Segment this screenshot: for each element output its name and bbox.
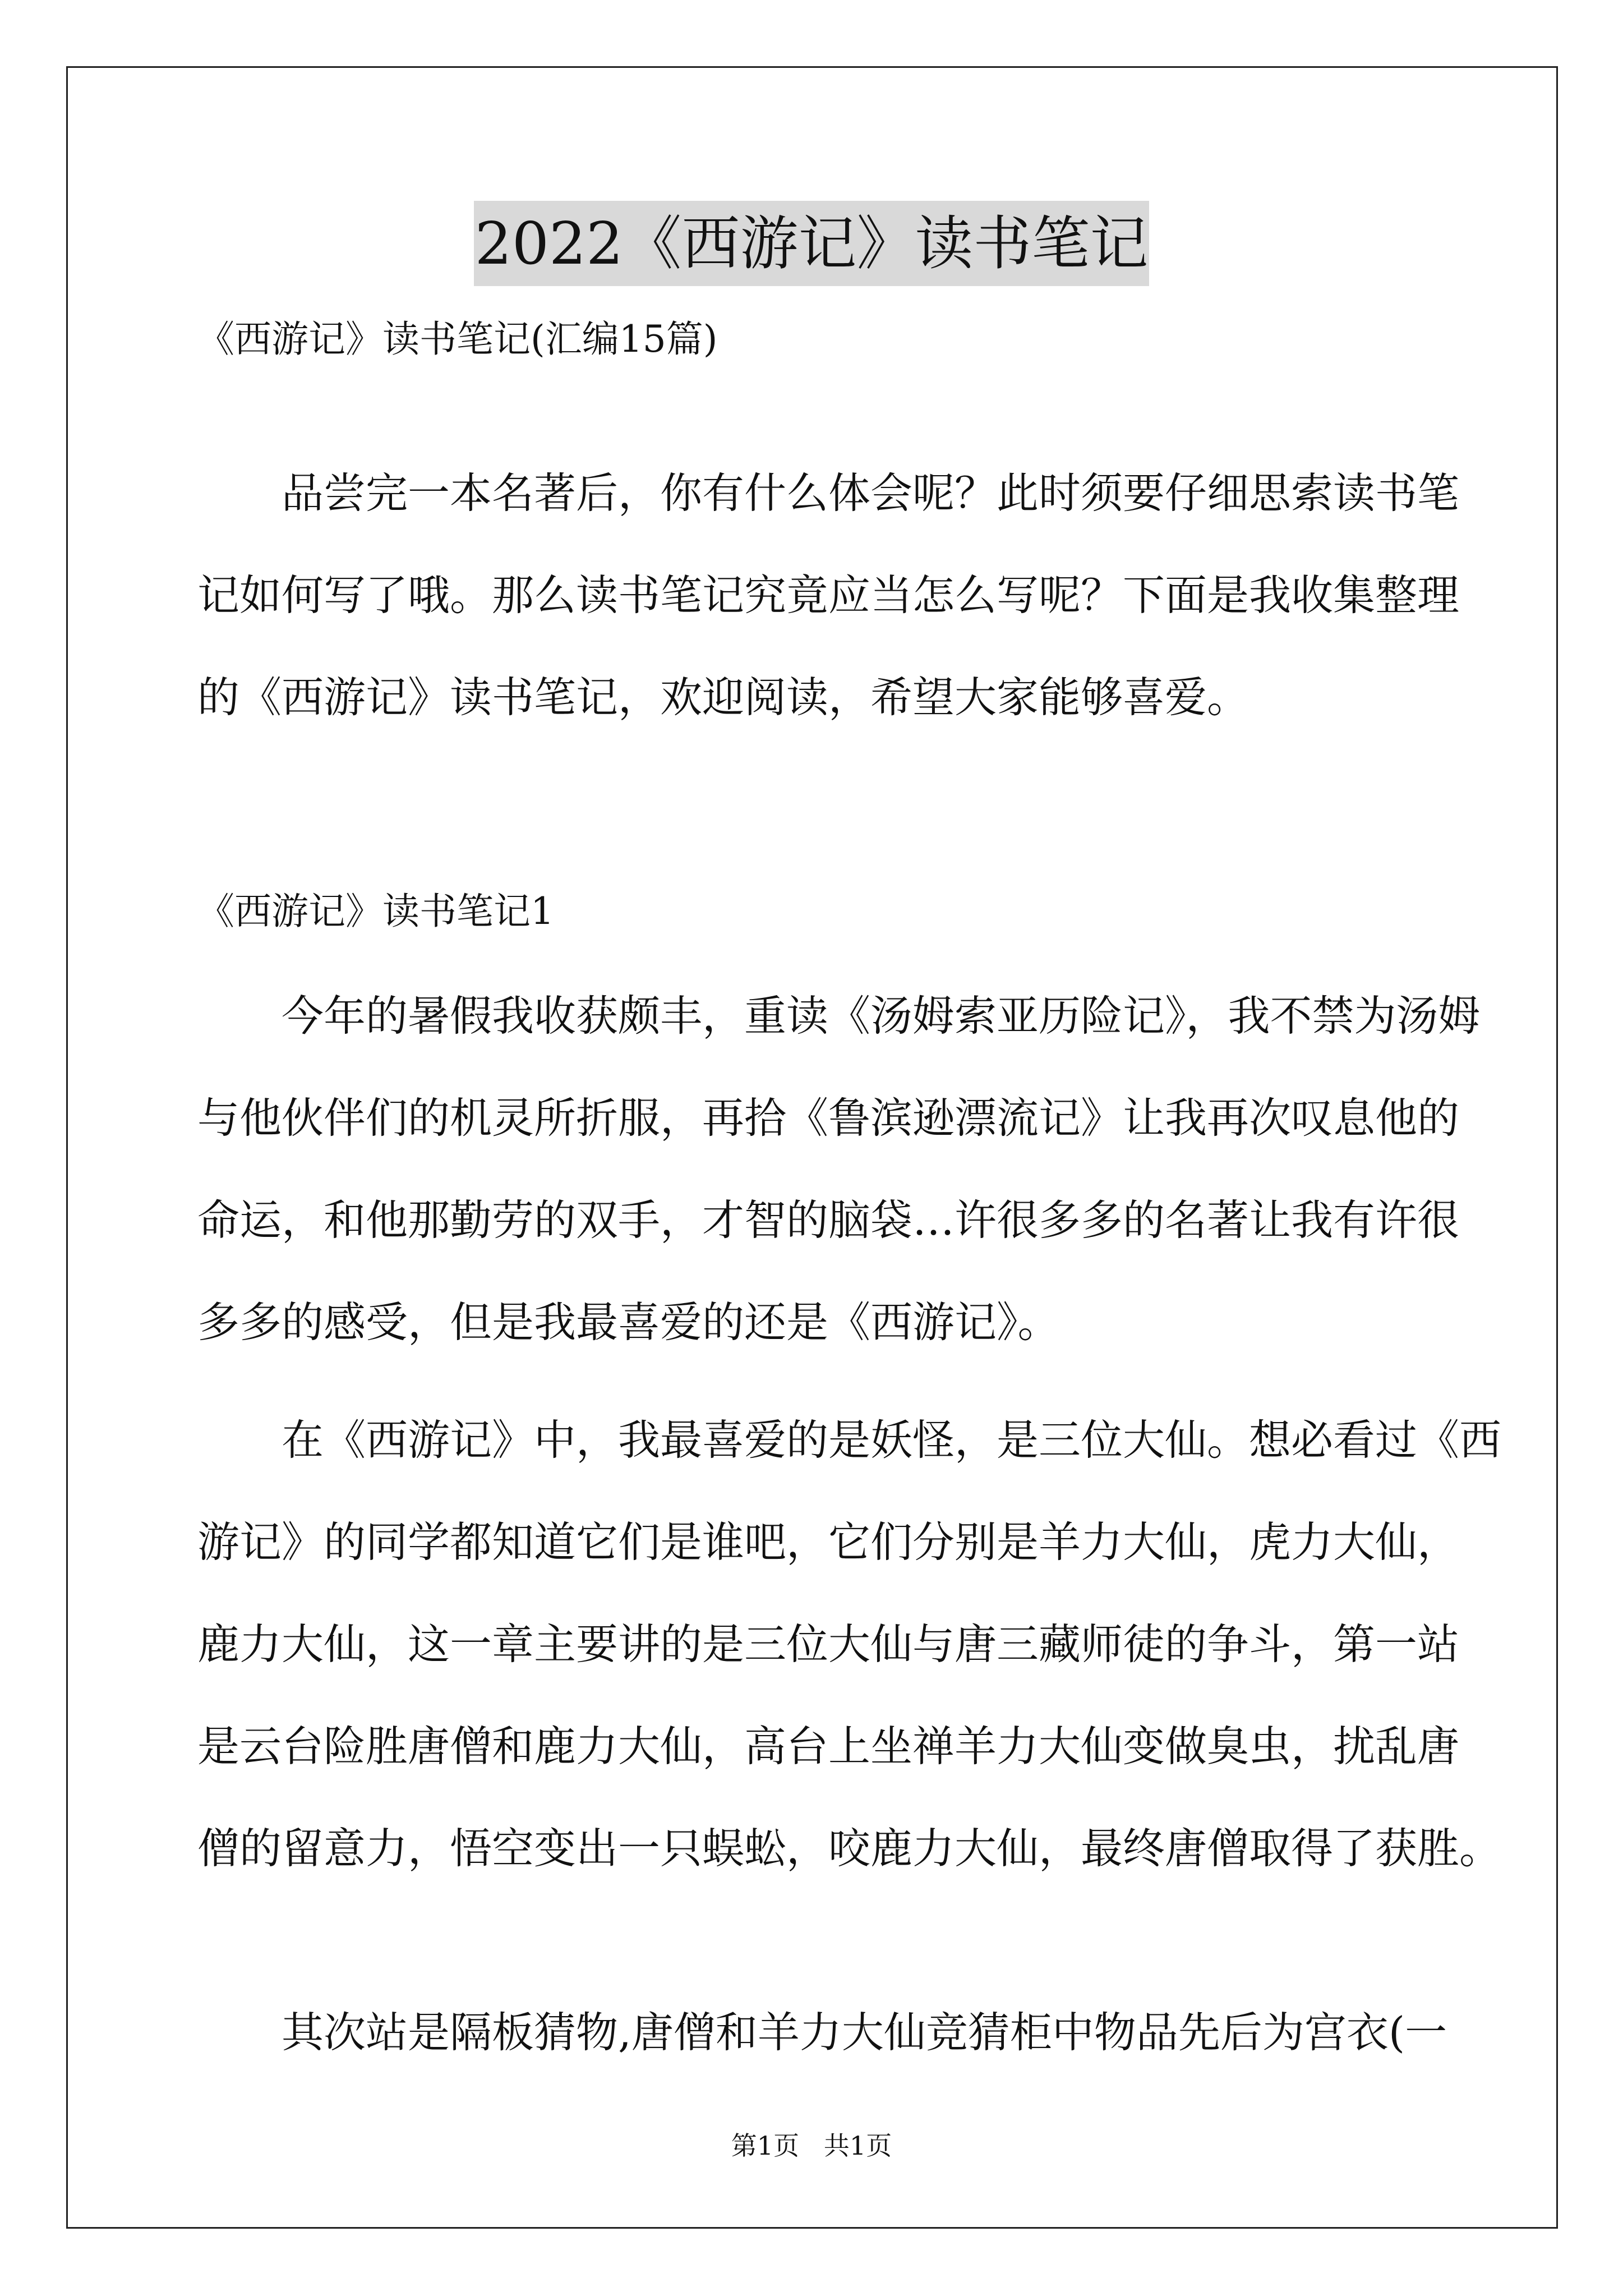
intro-line: 的《西游记》读书笔记，欢迎阅读，希望大家能够喜爱。	[197, 673, 1249, 722]
paragraph-line: 鹿力大仙，这一章主要讲的是三位大仙与唐三藏师徒的争斗，第一站	[197, 1619, 1460, 1669]
intro-paragraph	[197, 442, 1460, 748]
body-paragraph-1	[197, 965, 1481, 1373]
body-paragraph-2	[197, 1389, 1502, 1899]
section-heading: 《西游记》读书笔记1	[197, 890, 554, 933]
paragraph-line: 在《西游记》中，我最喜爱的是妖怪，是三位大仙。想必看过《西	[282, 1415, 1502, 1465]
intro-line: 品尝完一本名著后，你有什么体会呢？此时须要仔细思索读书笔	[282, 468, 1460, 518]
paragraph-line: 命运，和他那勤劳的双手，才智的脑袋…许很多多的名著让我有许很	[197, 1195, 1460, 1245]
paragraph-line: 其次站是隔板猜物,唐僧和羊力大仙竞猜柜中物品先后为宫衣(一	[282, 2008, 1447, 2057]
paragraph-line: 游记》的同学都知道它们是谁吧，它们分别是羊力大仙，虎力大仙，	[197, 1517, 1460, 1567]
paragraph-line: 是云台险胜唐僧和鹿力大仙，高台上坐禅羊力大仙变做臭虫，扰乱唐	[197, 1722, 1460, 1771]
document-title: 2022《西游记》读书笔记	[474, 201, 1150, 286]
document-title-wrapper	[0, 201, 1623, 286]
paragraph-line: 僧的留意力，悟空变出一只蜈蚣，咬鹿力大仙，最终唐僧取得了获胜。	[197, 1824, 1502, 1873]
page-footer: 第1页 共1页	[731, 2131, 892, 2161]
document-subtitle: 《西游记》读书笔记(汇编15篇)	[197, 318, 718, 361]
paragraph-line: 多多的感受，但是我最喜爱的还是《西游记》。	[197, 1297, 1060, 1347]
paragraph-line: 与他伙伴们的机灵所折服，再拾《鲁滨逊漂流记》让我再次叹息他的	[197, 1093, 1460, 1143]
paragraph-line: 今年的暑假我收获颇丰，重读《汤姆索亚历险记》，我不禁为汤姆	[282, 991, 1481, 1041]
body-paragraph-3	[197, 1981, 1448, 2083]
intro-line: 记如何写了哦。那么读书笔记究竟应当怎么写呢？下面是我收集整理	[197, 570, 1460, 620]
